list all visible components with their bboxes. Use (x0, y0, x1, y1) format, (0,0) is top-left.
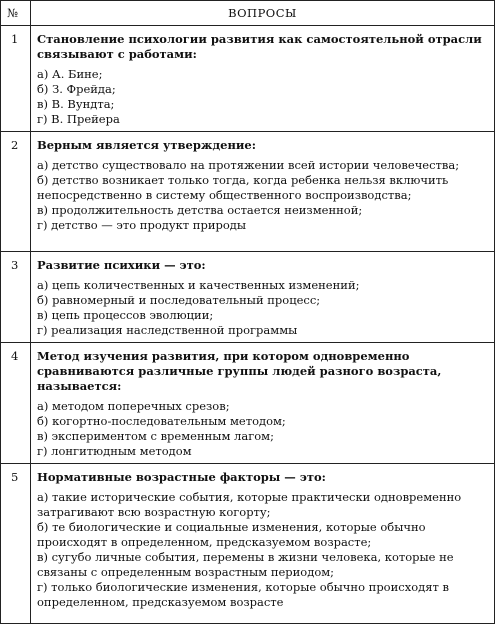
answer-option: а) методом поперечных срезов; (37, 399, 230, 413)
table-header-row (1, 1, 495, 26)
answer-option: г) В. Прейера (37, 112, 120, 126)
answer-option: в) экспериментом с временным лагом; (37, 429, 274, 443)
answer-option: б) З. Фрейда; (37, 82, 116, 96)
answer-option: г) только биологические изменения, которые обычно происходят в определенном, предсказуемом возрасте (37, 580, 449, 609)
answer-option: г) реализация наследственной программы (37, 323, 298, 337)
answer-option: в) продолжительность детства остается неизменной; (37, 203, 363, 217)
answer-option: в) В. Вундта; (37, 97, 115, 111)
question-cell (31, 26, 495, 132)
question-number: 2 (1, 132, 31, 252)
answer-option: в) цепь процессов эволюции; (37, 308, 214, 322)
answer-option: г) лонгитюдным методом (37, 444, 192, 458)
answer-option: а) детство существовало на протяжении всей истории человечества; (37, 158, 460, 172)
question-stem: Верным является утверждение: (37, 138, 256, 152)
question-number: 4 (1, 343, 31, 464)
table-row (1, 464, 495, 624)
answer-option: г) детство — это продукт природы (37, 218, 247, 232)
question-stem: Становление психологии развития как самостоятельной отрасли связывают с работами: (37, 32, 482, 61)
answer-option: б) равномерный и последовательный процесс; (37, 293, 321, 307)
question-cell (31, 252, 495, 343)
answer-option: б) детство возникает только тогда, когда ребенка нельзя включить непосредственно в систему общественного воспроизводства; (37, 173, 449, 202)
answer-option: а) цепь количественных и качественных изменений; (37, 278, 360, 292)
answer-option: а) А. Бине; (37, 67, 103, 81)
table-row (1, 343, 495, 464)
question-cell (31, 343, 495, 464)
number-column-header: № (1, 1, 31, 26)
question-stem: Нормативные возрастные факторы — это: (37, 470, 326, 484)
table-row (1, 132, 495, 252)
answer-option: б) когортно-последовательным методом; (37, 414, 286, 428)
questions-column-header: ВОПРОСЫ (31, 1, 495, 26)
question-cell (31, 464, 495, 624)
answer-option: в) сугубо личные события, перемены в жизни человека, которые не связаны с определенным возрастным периодом; (37, 550, 454, 579)
question-number: 3 (1, 252, 31, 343)
question-stem: Развитие психики — это: (37, 258, 206, 272)
question-stem: Метод изучения развития, при котором одновременно сравниваются различные группы людей разного возраста, называется: (37, 349, 442, 393)
question-number: 1 (1, 26, 31, 132)
table-row (1, 26, 495, 132)
answer-option: б) те биологические и социальные изменения, которые обычно происходят в определенном, предсказуемом возрасте; (37, 520, 426, 549)
table-row (1, 252, 495, 343)
question-number: 5 (1, 464, 31, 624)
question-cell (31, 132, 495, 252)
answer-option: а) такие исторические события, которые практически одновременно затрагивают всю возрастную когорту; (37, 490, 462, 519)
